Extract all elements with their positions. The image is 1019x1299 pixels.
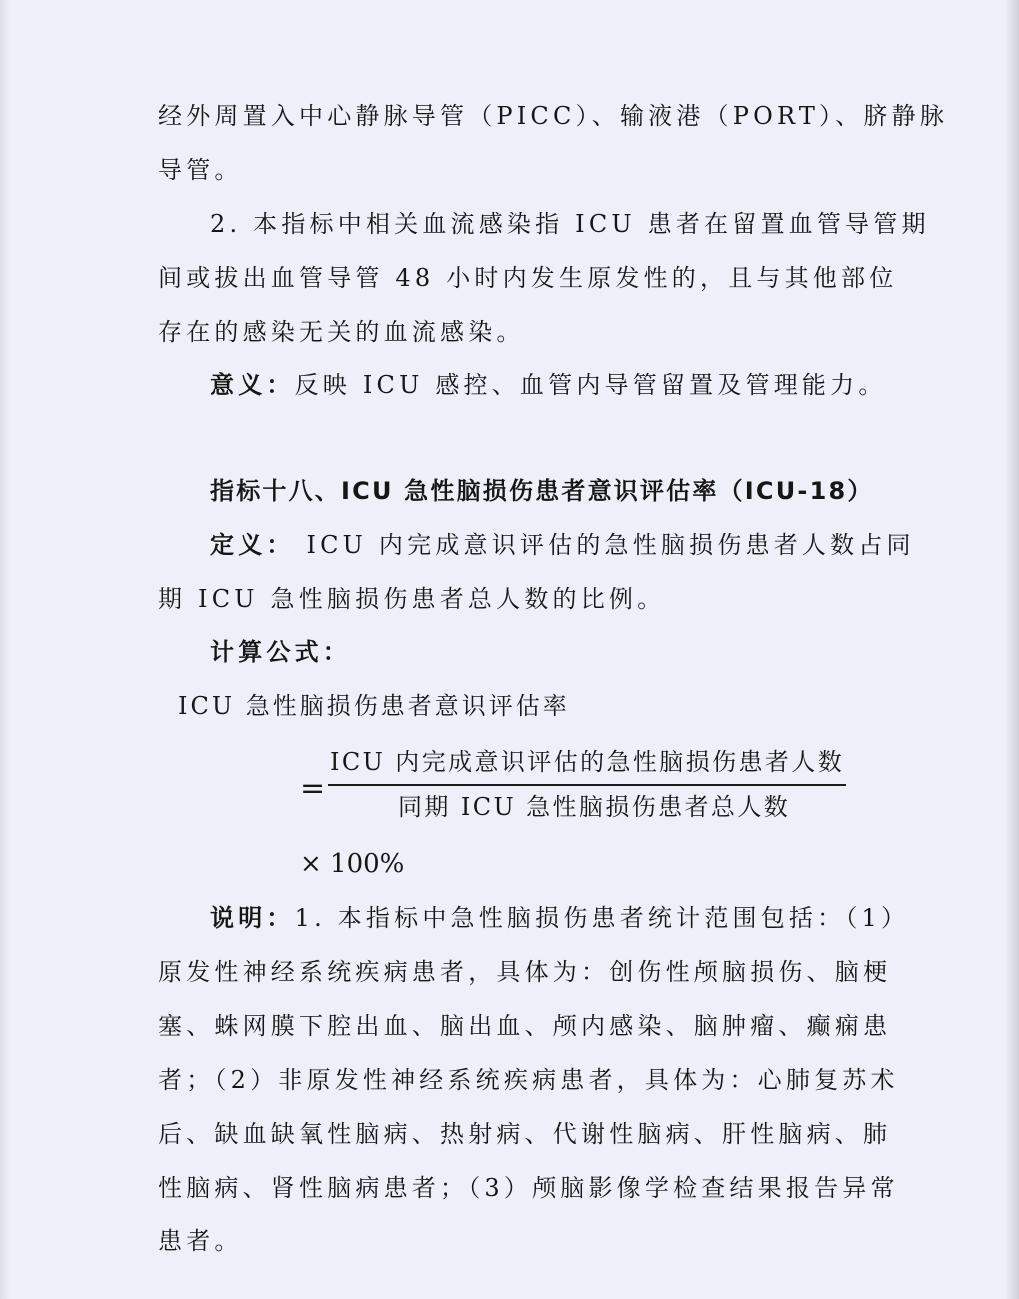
page-left-edge-shadow [0,0,10,1299]
explanation-line: 原发性神经系统疾病患者，具体为：创伤性颅脑损伤、脑梗 [158,958,892,986]
body-line: 经外周置入中心静脉导管（PICC）、输液港（PORT）、脐静脉 [158,102,949,130]
significance-label: 意义： [210,371,295,399]
explanation-line: 性脑病、肾性脑病患者；（3）颅脑影像学检查结果报告异常 [158,1174,899,1202]
formula-label: 计算公式： [210,638,351,666]
page-right-edge-shadow [1005,0,1019,1299]
body-line: 2. 本指标中相关血流感染指 ICU 患者在留置血管导管期 [210,210,930,238]
definition-text: ICU 内完成意识评估的急性脑损伤患者人数占同 [294,531,915,559]
formula-multiplier: × 100% [300,849,405,879]
body-line: 间或拔出血管导管 48 小时内发生原发性的，且与其他部位 [158,264,898,292]
body-line: 存在的感染无关的血流感染。 [158,318,525,346]
definition-paragraph [210,529,915,561]
explanation-first: 1. 本指标中急性脑损伤患者统计范围包括：（1） [294,904,910,932]
explanation-line: 患者。 [158,1227,243,1255]
body-line: 导管。 [158,156,243,184]
fraction-bar [328,784,846,786]
explanation-paragraph [210,902,909,934]
formula-numerator: ICU 内完成意识评估的急性脑损伤患者人数 [330,748,845,776]
significance-paragraph [210,369,887,401]
explanation-line: 塞、蛛网膜下腔出血、脑出血、颅内感染、脑肿瘤、癫痫患 [158,1012,892,1040]
significance-text: 反映 ICU 感控、血管内导管留置及管理能力。 [294,371,887,399]
explanation-label: 说明： [210,904,295,932]
definition-label: 定义： [210,531,295,559]
indicator-heading: 指标十八、ICU 急性脑损伤患者意识评估率（ICU-18） [210,477,874,505]
formula-name: ICU 急性脑损伤患者意识评估率 [178,692,570,720]
formula-equals-sign: = [300,771,326,806]
definition-continuation: 期 ICU 急性脑损伤患者总人数的比例。 [158,585,666,613]
formula-denominator: 同期 ICU 急性脑损伤患者总人数 [398,793,791,821]
explanation-line: 者；（2）非原发性神经系统疾病患者，具体为：心肺复苏术 [158,1066,899,1094]
explanation-line: 后、缺血缺氧性脑病、热射病、代谢性脑病、肝性脑病、肺 [158,1120,892,1148]
